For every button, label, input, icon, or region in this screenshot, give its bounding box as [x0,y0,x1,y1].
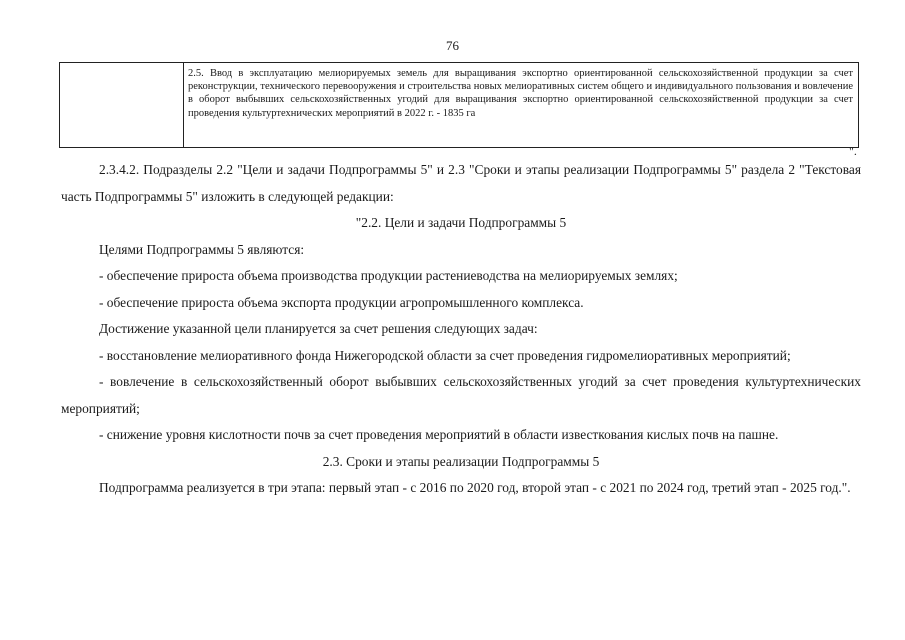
table-cell-text: 2.5. Ввод в эксплуатацию мелиорируемых земель для выращивания экспортно ориентированной сельскохозяйственной продукции за счет реконструкции, технического перевооружения и строительства новых мелиоративных систем общего и индивидуального пользования и вовлечение в оборот выбывших сельскохозяйственных угодий для выращивания экспортно ориентированной сельскохозяйственной продукции за счет проведения культуртехнических мероприятий в 2022 г. - 1835 га [188,68,853,119]
tasks-intro: Достижение указанной цели планируется за счет решения следующих задач: [99,321,538,336]
task-item: - вовлечение в сельскохозяйственный оборот выбывших сельскохозяйственных угодий за счет проведения культуртехнических мероприятий; [61,374,861,416]
program-table-row [59,62,859,148]
table-cell-empty [60,63,184,147]
task-item: - снижение уровня кислотности почв за счет проведения мероприятий в области известкования кислых почв на пашне. [99,427,779,442]
stages-paragraph: Подпрограмма реализуется в три этапа: первый этап - с 2016 по 2020 год, второй этап - с 2021 по 2024 год, третий этап - 2025 год.". [99,480,851,495]
goals-intro: Целями Подпрограммы 5 являются: [99,241,305,257]
page-number: 76 [446,38,459,53]
goal-item: - обеспечение прироста объема производства продукции растениеводства на мелиорируемых землях; [99,268,678,283]
section-heading-stages: 2.3. Сроки и этапы реализации Подпрограммы 5 [322,453,600,469]
amendment-paragraph: 2.3.4.2. Подразделы 2.2 "Цели и задачи Подпрограммы 5" и 2.3 "Сроки и этапы реализации Подпрограммы 5" раздела 2 "Текстовая часть Подпрограммы 5" изложить в следующей редакции: [61,162,861,204]
goal-item: - обеспечение прироста объема экспорта продукции агропромышленного комплекса. [99,294,584,310]
document-body [61,157,861,502]
section-heading-goals: "2.2. Цели и задачи Подпрограммы 5 [355,215,567,230]
task-item: - восстановление мелиоративного фонда Нижегородской области за счет проведения гидромелиоративных мероприятий; [99,347,791,363]
table-closing-quote: ". [849,144,857,158]
